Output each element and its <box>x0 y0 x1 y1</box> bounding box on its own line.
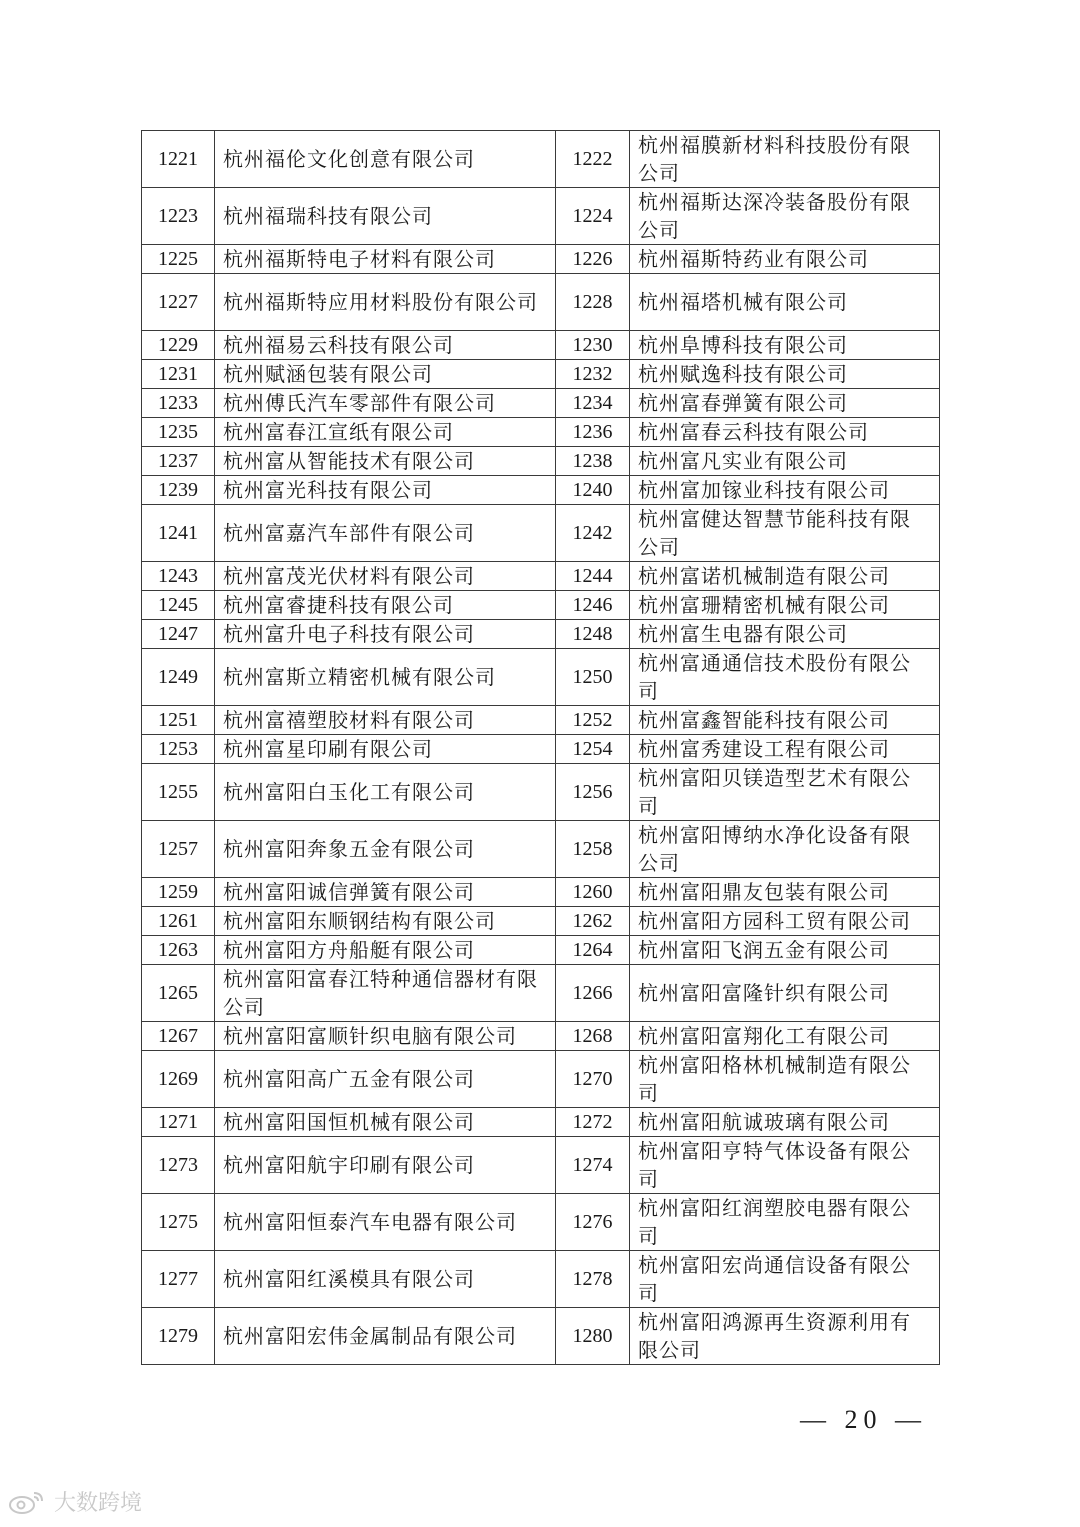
company-name-right: 杭州富春云科技有限公司 <box>630 418 940 447</box>
table-row <box>142 1251 940 1308</box>
watermark <box>8 1486 142 1517</box>
table-row <box>142 1308 940 1365</box>
company-name-right: 杭州富通通信技术股份有限公司 <box>630 649 940 706</box>
company-name-left: 杭州富嘉汽车部件有限公司 <box>215 505 556 562</box>
company-name-left: 杭州富阳东顺钢结构有限公司 <box>215 907 556 936</box>
table-row <box>142 591 940 620</box>
table-row <box>142 907 940 936</box>
company-name-left: 杭州富春江宣纸有限公司 <box>215 418 556 447</box>
row-number-right: 1268 <box>556 1022 630 1051</box>
company-name-left: 杭州富星印刷有限公司 <box>215 735 556 764</box>
row-number-right: 1246 <box>556 591 630 620</box>
company-name-left: 杭州傅氏汽车零部件有限公司 <box>215 389 556 418</box>
row-number-left: 1253 <box>142 735 215 764</box>
company-name-left: 杭州富光科技有限公司 <box>215 476 556 505</box>
row-number-right: 1240 <box>556 476 630 505</box>
company-name-left: 杭州富阳富春江特种通信器材有限公司 <box>215 965 556 1022</box>
row-number-right: 1228 <box>556 274 630 331</box>
company-name-left: 杭州富阳诚信弹簧有限公司 <box>215 878 556 907</box>
company-name-right: 杭州阜博科技有限公司 <box>630 331 940 360</box>
company-name-left: 杭州福瑞科技有限公司 <box>215 188 556 245</box>
row-number-right: 1242 <box>556 505 630 562</box>
row-number-right: 1260 <box>556 878 630 907</box>
row-number-right: 1238 <box>556 447 630 476</box>
row-number-right: 1270 <box>556 1051 630 1108</box>
table-row <box>142 505 940 562</box>
table-row <box>142 1022 940 1051</box>
row-number-right: 1272 <box>556 1108 630 1137</box>
company-name-left: 杭州富阳恒泰汽车电器有限公司 <box>215 1194 556 1251</box>
row-number-right: 1244 <box>556 562 630 591</box>
company-name-left: 杭州富阳方舟船艇有限公司 <box>215 936 556 965</box>
row-number-right: 1224 <box>556 188 630 245</box>
company-name-left: 杭州富阳国恒机械有限公司 <box>215 1108 556 1137</box>
row-number-left: 1265 <box>142 965 215 1022</box>
row-number-left: 1247 <box>142 620 215 649</box>
company-name-left: 杭州赋涵包装有限公司 <box>215 360 556 389</box>
company-name-right: 杭州福斯达深冷装备股份有限公司 <box>630 188 940 245</box>
row-number-right: 1232 <box>556 360 630 389</box>
row-number-left: 1277 <box>142 1251 215 1308</box>
table-row <box>142 131 940 188</box>
company-name-left: 杭州富阳航宇印刷有限公司 <box>215 1137 556 1194</box>
row-number-right: 1230 <box>556 331 630 360</box>
company-name-right: 杭州富阳亨特气体设备有限公司 <box>630 1137 940 1194</box>
watermark-text: 大数跨境 <box>54 1491 143 1516</box>
row-number-right: 1264 <box>556 936 630 965</box>
row-number-left: 1221 <box>142 131 215 188</box>
weibo-icon <box>8 1489 48 1515</box>
row-number-left: 1267 <box>142 1022 215 1051</box>
row-number-left: 1269 <box>142 1051 215 1108</box>
table-row <box>142 447 940 476</box>
row-number-left: 1273 <box>142 1137 215 1194</box>
company-name-left: 杭州富阳白玉化工有限公司 <box>215 764 556 821</box>
company-name-right: 杭州富阳贝镁造型艺术有限公司 <box>630 764 940 821</box>
company-name-right: 杭州富诺机械制造有限公司 <box>630 562 940 591</box>
company-name-right: 杭州富阳航诚玻璃有限公司 <box>630 1108 940 1137</box>
company-name-left: 杭州富阳高广五金有限公司 <box>215 1051 556 1108</box>
company-name-right: 杭州富阳鸿源再生资源利用有限公司 <box>630 1308 940 1365</box>
row-number-right: 1226 <box>556 245 630 274</box>
row-number-right: 1280 <box>556 1308 630 1365</box>
row-number-left: 1235 <box>142 418 215 447</box>
table-body <box>142 131 940 1365</box>
table-row <box>142 1137 940 1194</box>
row-number-left: 1245 <box>142 591 215 620</box>
row-number-left: 1239 <box>142 476 215 505</box>
company-name-right: 杭州富凡实业有限公司 <box>630 447 940 476</box>
table-row <box>142 1108 940 1137</box>
page-number: — 20 — <box>800 1405 927 1434</box>
company-name-right: 杭州富阳宏尚通信设备有限公司 <box>630 1251 940 1308</box>
row-number-right: 1252 <box>556 706 630 735</box>
row-number-right: 1258 <box>556 821 630 878</box>
row-number-left: 1233 <box>142 389 215 418</box>
row-number-right: 1276 <box>556 1194 630 1251</box>
table-row <box>142 1051 940 1108</box>
row-number-right: 1250 <box>556 649 630 706</box>
row-number-left: 1229 <box>142 331 215 360</box>
row-number-left: 1259 <box>142 878 215 907</box>
table-row <box>142 331 940 360</box>
company-name-left: 杭州富茂光伏材料有限公司 <box>215 562 556 591</box>
row-number-left: 1251 <box>142 706 215 735</box>
company-name-right: 杭州富阳格林机械制造有限公司 <box>630 1051 940 1108</box>
row-number-left: 1227 <box>142 274 215 331</box>
row-number-left: 1249 <box>142 649 215 706</box>
company-name-right: 杭州富阳方园科工贸有限公司 <box>630 907 940 936</box>
company-name-right: 杭州富阳红润塑胶电器有限公司 <box>630 1194 940 1251</box>
table-row <box>142 821 940 878</box>
company-name-left: 杭州富阳奔象五金有限公司 <box>215 821 556 878</box>
row-number-right: 1266 <box>556 965 630 1022</box>
row-number-right: 1262 <box>556 907 630 936</box>
table-row <box>142 649 940 706</box>
row-number-right: 1256 <box>556 764 630 821</box>
row-number-left: 1225 <box>142 245 215 274</box>
company-name-left: 杭州福伦文化创意有限公司 <box>215 131 556 188</box>
row-number-left: 1231 <box>142 360 215 389</box>
company-name-right: 杭州富春弹簧有限公司 <box>630 389 940 418</box>
company-name-right: 杭州富阳富隆针织有限公司 <box>630 965 940 1022</box>
company-name-right: 杭州富鑫智能科技有限公司 <box>630 706 940 735</box>
company-name-left: 杭州福易云科技有限公司 <box>215 331 556 360</box>
row-number-left: 1237 <box>142 447 215 476</box>
company-name-left: 杭州富从智能技术有限公司 <box>215 447 556 476</box>
row-number-right: 1236 <box>556 418 630 447</box>
company-name-right: 杭州富阳博纳水净化设备有限公司 <box>630 821 940 878</box>
table-row <box>142 965 940 1022</box>
row-number-left: 1255 <box>142 764 215 821</box>
company-name-right: 杭州福膜新材料科技股份有限公司 <box>630 131 940 188</box>
company-name-left: 杭州富阳宏伟金属制品有限公司 <box>215 1308 556 1365</box>
row-number-right: 1222 <box>556 131 630 188</box>
company-name-left: 杭州富阳红溪模具有限公司 <box>215 1251 556 1308</box>
company-name-left: 杭州富禧塑胶材料有限公司 <box>215 706 556 735</box>
company-name-left: 杭州富斯立精密机械有限公司 <box>215 649 556 706</box>
row-number-right: 1234 <box>556 389 630 418</box>
company-name-right: 杭州赋逸科技有限公司 <box>630 360 940 389</box>
row-number-right: 1278 <box>556 1251 630 1308</box>
table-row <box>142 936 940 965</box>
row-number-left: 1261 <box>142 907 215 936</box>
table-row <box>142 476 940 505</box>
company-name-right: 杭州富秀建设工程有限公司 <box>630 735 940 764</box>
row-number-left: 1243 <box>142 562 215 591</box>
row-number-left: 1275 <box>142 1194 215 1251</box>
row-number-left: 1257 <box>142 821 215 878</box>
row-number-right: 1274 <box>556 1137 630 1194</box>
company-list-table <box>141 130 940 1365</box>
company-name-right: 杭州富阳飞润五金有限公司 <box>630 936 940 965</box>
table-row <box>142 878 940 907</box>
company-name-right: 杭州富生电器有限公司 <box>630 620 940 649</box>
company-name-right: 杭州富加镓业科技有限公司 <box>630 476 940 505</box>
row-number-right: 1248 <box>556 620 630 649</box>
table-row <box>142 562 940 591</box>
company-name-left: 杭州富阳富顺针织电脑有限公司 <box>215 1022 556 1051</box>
row-number-left: 1223 <box>142 188 215 245</box>
company-name-right: 杭州富阳鼎友包装有限公司 <box>630 878 940 907</box>
table-row <box>142 245 940 274</box>
row-number-left: 1271 <box>142 1108 215 1137</box>
company-name-left: 杭州福斯特应用材料股份有限公司 <box>215 274 556 331</box>
table-row <box>142 418 940 447</box>
row-number-left: 1241 <box>142 505 215 562</box>
company-name-left: 杭州福斯特电子材料有限公司 <box>215 245 556 274</box>
table-row <box>142 620 940 649</box>
company-name-right: 杭州福塔机械有限公司 <box>630 274 940 331</box>
row-number-left: 1279 <box>142 1308 215 1365</box>
company-name-left: 杭州富睿捷科技有限公司 <box>215 591 556 620</box>
table-row <box>142 188 940 245</box>
table-row <box>142 764 940 821</box>
row-number-left: 1263 <box>142 936 215 965</box>
company-name-right: 杭州富阳富翔化工有限公司 <box>630 1022 940 1051</box>
company-name-right: 杭州富珊精密机械有限公司 <box>630 591 940 620</box>
table-row <box>142 1194 940 1251</box>
table-row <box>142 274 940 331</box>
company-name-left: 杭州富升电子科技有限公司 <box>215 620 556 649</box>
table-row <box>142 706 940 735</box>
table-row <box>142 360 940 389</box>
row-number-right: 1254 <box>556 735 630 764</box>
table-row <box>142 389 940 418</box>
table-row <box>142 735 940 764</box>
company-name-right: 杭州富健达智慧节能科技有限公司 <box>630 505 940 562</box>
company-name-right: 杭州福斯特药业有限公司 <box>630 245 940 274</box>
